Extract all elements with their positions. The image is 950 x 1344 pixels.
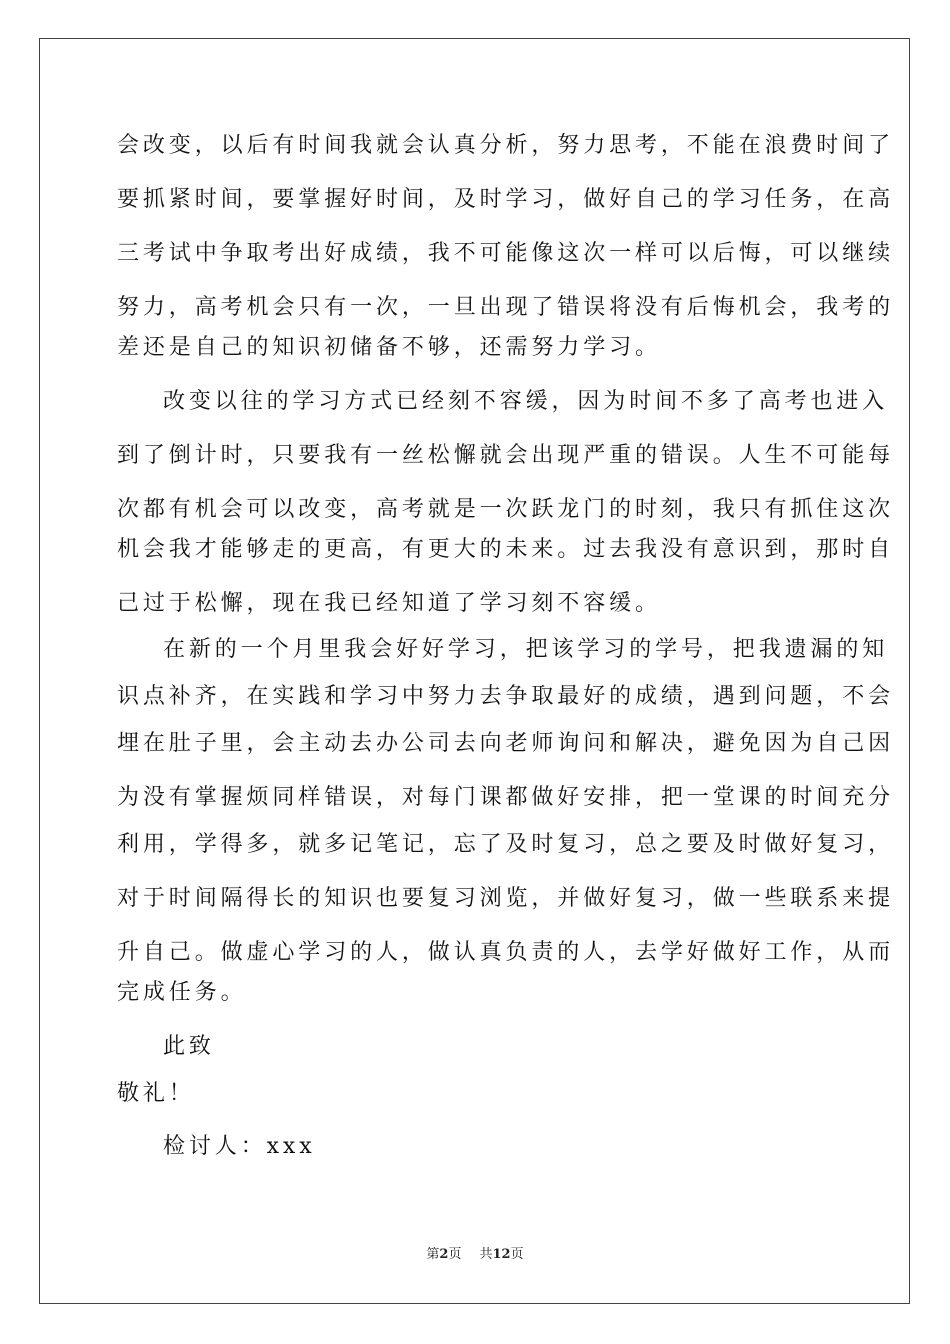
body-line-1: 会改变，以后有时间我就会认真分析，努力思考，不能在浪费时间了 bbox=[117, 133, 895, 158]
salutation: 敬礼！ bbox=[117, 1081, 195, 1106]
body-line-14: 为没有掌握烦同样错误，对每门课都做好安排，把一堂课的时间充分 bbox=[117, 785, 895, 810]
signature: 检讨人：xxx bbox=[163, 1134, 316, 1159]
body-line-13: 埋在肚子里，会主动去办公司去向老师询问和解决，避免因为自己因 bbox=[117, 731, 895, 756]
body-line-9: 机会我才能够走的更高，有更大的未来。过去我没有意识到，那时自 bbox=[117, 537, 895, 562]
body-line-18: 完成任务。 bbox=[117, 980, 247, 1005]
body-line-7: 到了倒计时，只要我有一丝松懈就会出现严重的错误。人生不可能每 bbox=[117, 443, 895, 468]
body-line-8: 次都有机会可以改变，高考就是一次跃龙门的时刻，我只有抓住这次 bbox=[117, 497, 895, 522]
page-footer bbox=[0, 1246, 950, 1264]
page-suffix: 页 bbox=[448, 1247, 462, 1262]
total-pages: 12 bbox=[492, 1247, 511, 1262]
body-line-15: 利用，学得多，就多记笔记，忘了及时复习，总之要及时做好复习， bbox=[117, 832, 895, 857]
body-line-3: 三考试中争取考出好成绩，我不可能像这次一样可以后悔，可以继续 bbox=[117, 241, 895, 266]
body-line-2: 要抓紧时间，要掌握好时间，及时学习，做好自己的学习任务，在高 bbox=[117, 187, 895, 212]
body-line-17: 升自己。做虚心学习的人，做认真负责的人，去学好做好工作，从而 bbox=[117, 940, 895, 965]
body-line-12: 识点补齐，在实践和学习中努力去争取最好的成绩，遇到问题，不会 bbox=[117, 684, 895, 709]
page-prefix: 第 bbox=[426, 1247, 440, 1262]
page-number: 2 bbox=[439, 1247, 449, 1262]
body-line-5: 差还是自己的知识初储备不够，还需努力学习。 bbox=[117, 335, 661, 360]
body-line-4: 努力，高考机会只有一次，一旦出现了错误将没有后悔机会，我考的 bbox=[117, 295, 895, 320]
body-line-10: 己过于松懈，现在我已经知道了学习刻不容缓。 bbox=[117, 591, 661, 616]
page-border bbox=[39, 38, 910, 1304]
body-line-6: 改变以往的学习方式已经刻不容缓，因为时间不多了高考也进入 bbox=[163, 389, 889, 414]
total-suffix: 页 bbox=[510, 1247, 524, 1262]
closing-text: 此致 bbox=[163, 1034, 215, 1059]
body-line-16: 对于时间隔得长的知识也要复习浏览，并做好复习，做一些联系来提 bbox=[117, 886, 895, 911]
total-prefix: 共 bbox=[479, 1247, 493, 1262]
body-line-11: 在新的一个月里我会好好学习，把该学习的学号，把我遗漏的知 bbox=[163, 637, 889, 662]
